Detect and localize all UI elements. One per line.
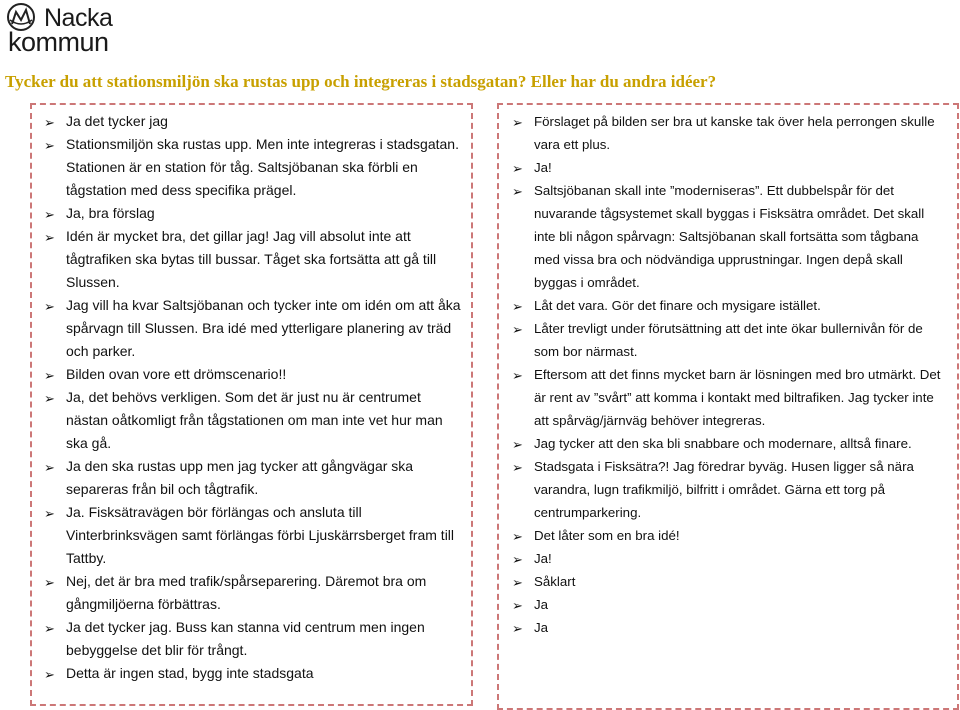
answer-text: Ja det tycker jag xyxy=(66,113,168,129)
answer-text: Ja det tycker jag. Buss kan stanna vid centrum men ingen bebyggelse det blir för trångt. xyxy=(66,619,425,658)
arrow-bullet-icon: ➢ xyxy=(512,575,523,590)
left-answers-box xyxy=(30,103,473,706)
arrow-bullet-icon: ➢ xyxy=(44,621,55,636)
answer-item xyxy=(512,156,947,179)
answer-item xyxy=(512,179,947,294)
arrow-bullet-icon: ➢ xyxy=(44,506,55,521)
answer-item xyxy=(44,133,463,202)
answer-item xyxy=(512,570,947,593)
answer-item xyxy=(44,202,463,225)
answer-text: Ja den ska rustas upp men jag tycker att gångvägar ska separeras från bil och tågtrafik. xyxy=(66,458,414,497)
answer-text: Jag vill ha kvar Saltsjöbanan och tycker inte om idén om att åka spårvagn till Slussen. Bra idé med ytterligare planering av träd och parker. xyxy=(66,297,461,359)
arrow-bullet-icon: ➢ xyxy=(44,460,55,475)
arrow-bullet-icon: ➢ xyxy=(512,115,523,130)
arrow-bullet-icon: ➢ xyxy=(44,115,55,130)
answer-text: Stationsmiljön ska rustas upp. Men inte integreras i stadsgatan. Stationen är en station för tåg. Saltsjöbanan ska förbli en tågstation med dess specifika prägel. xyxy=(66,136,459,198)
answer-item xyxy=(44,363,463,386)
question-title: Tycker du att stationsmiljön ska rustas upp och integreras i stadsgatan? Eller har du andra idéer? xyxy=(5,72,717,91)
answer-item xyxy=(44,294,463,363)
answer-text: Jag tycker att den ska bli snabbare och modernare, alltså finare. xyxy=(534,436,912,451)
answer-text: Nej, det är bra med trafik/spårseparering. Däremot bra om gångmiljöerna förbättras. xyxy=(66,573,427,612)
arrow-bullet-icon: ➢ xyxy=(512,529,523,544)
right-answers-box xyxy=(497,103,959,710)
nacka-kommun-logo xyxy=(4,2,134,57)
arrow-bullet-icon: ➢ xyxy=(44,391,55,406)
answer-text: Idén är mycket bra, det gillar jag! Jag vill absolut inte att tågtrafiken ska bytas till bussar. Tåget ska fortsätta att gå till Slussen. xyxy=(66,228,437,290)
arrow-bullet-icon: ➢ xyxy=(512,621,523,636)
arrow-bullet-icon: ➢ xyxy=(512,460,523,475)
answer-item xyxy=(44,616,463,662)
answer-text: Stadsgata i Fisksätra?! Jag föredrar byväg. Husen ligger så nära varandra, lugn trafikmiljö, bilfritt i området. Gärna ett torg på centrumparkering. xyxy=(534,459,914,520)
arrow-bullet-icon: ➢ xyxy=(44,299,55,314)
answer-item xyxy=(44,662,463,685)
arrow-bullet-icon: ➢ xyxy=(512,184,523,199)
arrow-bullet-icon: ➢ xyxy=(44,230,55,245)
arrow-bullet-icon: ➢ xyxy=(44,207,55,222)
logo-line-2: kommun xyxy=(8,27,109,57)
answer-text: Eftersom att det finns mycket barn är lösningen med bro utmärkt. Det är rent av ”svårt” att komma i kontakt med biltrafiken. Jag tycker inte att spårväg/järnväg behöver integreras. xyxy=(534,367,941,428)
answer-item xyxy=(44,455,463,501)
answer-item xyxy=(512,455,947,524)
answer-text: Låt det vara. Gör det finare och mysigare istället. xyxy=(534,298,821,313)
answer-text: Ja, det behövs verkligen. Som det är just nu är centrumet nästan oåtkomligt från tågstationen om man inte vet hur man ska gå. xyxy=(66,389,443,451)
answer-text: Detta är ingen stad, bygg inte stadsgata xyxy=(66,665,314,681)
arrow-bullet-icon: ➢ xyxy=(512,322,523,337)
answer-item xyxy=(512,363,947,432)
answer-item xyxy=(512,432,947,455)
answer-text: Förslaget på bilden ser bra ut kanske tak över hela perrongen skulle vara ett plus. xyxy=(534,114,935,152)
answer-item xyxy=(512,616,947,639)
arrow-bullet-icon: ➢ xyxy=(512,299,523,314)
arrow-bullet-icon: ➢ xyxy=(512,598,523,613)
answer-text: Bilden ovan vore ett drömscenario!! xyxy=(66,366,287,382)
arrow-bullet-icon: ➢ xyxy=(512,368,523,383)
logo-line-1: Nacka xyxy=(44,4,113,32)
answer-item xyxy=(44,570,463,616)
answer-text: Saltsjöbanan skall inte ”moderniseras”. Ett dubbelspår för det nuvarande tågsystemet skall byggas i Fisksätra området. Det skall inte bli någon spårvagn: Saltsjöbanan skall fortsätta som tågbana med vissa bra och nödvändiga upprustningar. Ingen depå skall byggas i området. xyxy=(534,183,925,290)
arrow-bullet-icon: ➢ xyxy=(512,161,523,176)
answer-text: Låter trevligt under förutsättning att det inte ökar bullernivån för de som bor närmast. xyxy=(534,321,923,359)
answer-text: Ja. Fisksätravägen bör förlängas och ansluta till Vinterbrinksvägen samt förlängas förbi Ljuskärrsberget fram till Tattby. xyxy=(66,504,455,566)
answer-text: Ja! xyxy=(534,160,552,175)
answer-text: Det låter som en bra idé! xyxy=(534,528,680,543)
answer-item xyxy=(512,317,947,363)
arrow-bullet-icon: ➢ xyxy=(44,667,55,682)
answer-text: Ja xyxy=(534,620,549,635)
arrow-bullet-icon: ➢ xyxy=(44,575,55,590)
answer-text: Ja, bra förslag xyxy=(66,205,155,221)
answer-item xyxy=(512,547,947,570)
answer-item xyxy=(512,593,947,616)
left-answers-list xyxy=(44,110,463,685)
answer-item xyxy=(512,524,947,547)
answer-text: Ja! xyxy=(534,551,552,566)
answer-item xyxy=(44,225,463,294)
answer-text: Såklart xyxy=(534,574,576,589)
arrow-bullet-icon: ➢ xyxy=(44,368,55,383)
answer-item xyxy=(512,110,947,156)
answer-item xyxy=(44,386,463,455)
answer-item xyxy=(512,294,947,317)
arrow-bullet-icon: ➢ xyxy=(512,437,523,452)
logo-text xyxy=(8,4,113,57)
arrow-bullet-icon: ➢ xyxy=(44,138,55,153)
right-answers-list xyxy=(512,110,947,639)
answer-item xyxy=(44,501,463,570)
arrow-bullet-icon: ➢ xyxy=(512,552,523,567)
answer-text: Ja xyxy=(534,597,549,612)
answer-item xyxy=(44,110,463,133)
